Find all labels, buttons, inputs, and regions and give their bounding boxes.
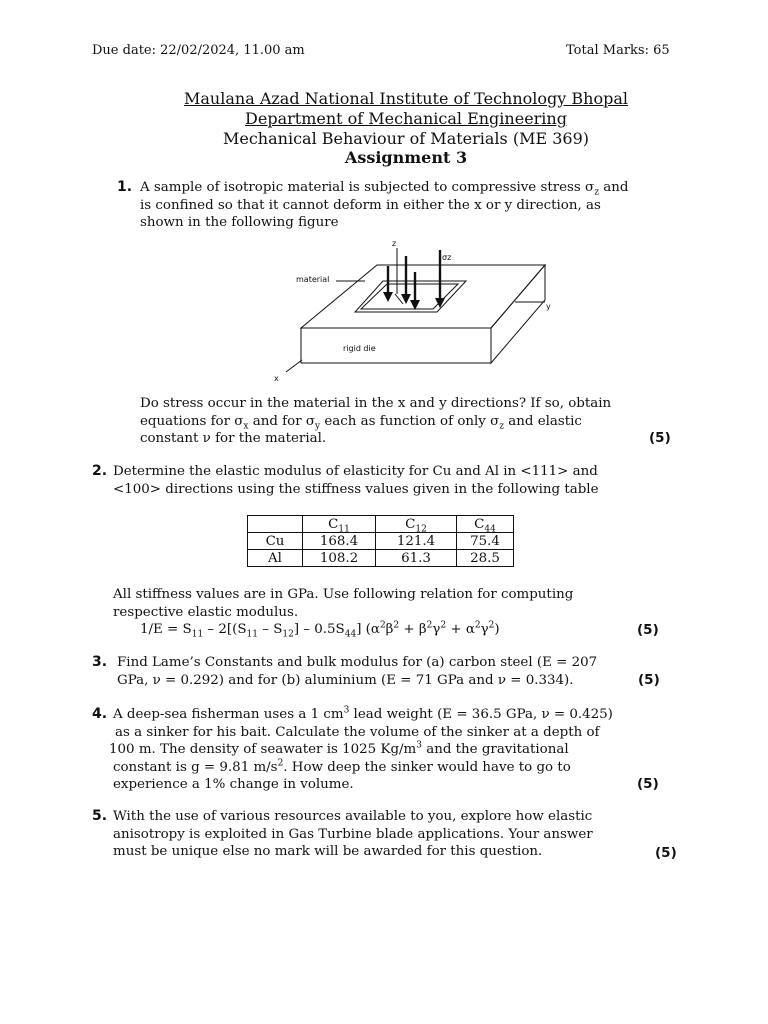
- table-cell: 121.4: [376, 533, 457, 550]
- cavity-outer: [355, 281, 466, 312]
- rigid-die-figure: [270, 236, 560, 386]
- stress-arrow-1: [383, 292, 393, 302]
- q4-text: A deep-sea fisherman uses a 1 $cm^3$ lead weight (E = 36.5 GPa, ν = 0.425) as a sinker for his bait. Calculate the volume of the sinker at a depth of 100 m. The density of seawater is 1025 $Kg/m^3$ and the gravitational constant is g = 9.81 $m/s^2$. How deep the sinker would have to go to experience a 1% change in volume.: [109, 705, 613, 792]
- table-row: [248, 533, 514, 550]
- q2-number: 2.: [92, 463, 108, 479]
- stiffness-table: [247, 515, 514, 567]
- table-row: [248, 550, 514, 567]
- institute-title: Maulana Azad National Institute of Technology Bhopal: [184, 89, 628, 108]
- q2-note: All stiffness values are in GPa. Use following relation for computing respective elastic modulus.: [113, 587, 574, 620]
- die-top-face: [301, 265, 545, 328]
- q4-marks: (5): [637, 776, 659, 792]
- table-header-c12: $C_{12}$: [376, 516, 457, 533]
- table-header-c11: $C_{11}$: [303, 516, 376, 533]
- table-header-row: [248, 516, 514, 533]
- q2-formula: $1/E = S_{11} - 2[(S_{11} - S_{12}] - 0.5S_{44}]$ $(\alpha^2\beta^2 + \beta^2\gamma^2 + \alpha^2\gamma^2)$: [140, 620, 500, 640]
- label-sigma-z: σz: [442, 253, 452, 262]
- q3-number: 3.: [92, 654, 108, 670]
- table-header-blank: [248, 516, 303, 533]
- table-cell: 61.3: [376, 550, 457, 567]
- label-material: material: [296, 275, 330, 284]
- label-rigid-die: rigid die: [343, 344, 376, 353]
- table-cell: 28.5: [457, 550, 514, 567]
- table-cell: 108.2: [303, 550, 376, 567]
- stress-arrow-2: [401, 294, 411, 304]
- course-title: Mechanical Behaviour of Materials (ME 369): [222, 129, 590, 148]
- q5-number: 5.: [92, 808, 108, 824]
- x-axis: [286, 360, 302, 372]
- table-header-c44: $C_{44}$: [457, 516, 514, 533]
- q1-marks: (5): [649, 430, 671, 446]
- q2-text: Determine the elastic modulus of elasticity for Cu and Al in <111> and <100> directions using the stiffness values given in the following table: [113, 464, 599, 497]
- q1-number: 1.: [117, 179, 133, 195]
- stress-arrow-4: [435, 298, 445, 308]
- q4-number: 4.: [92, 706, 108, 722]
- q3-marks: (5): [638, 672, 660, 688]
- q5-text: With the use of various resources available to you, explore how elastic anisotropy is exploited in Gas Turbine blade applications. Your answer must be unique else no mark will be awarded for this question.: [113, 809, 593, 859]
- department-title: Department of Mechanical Engineering: [245, 109, 567, 128]
- assignment-title: Assignment 3: [344, 148, 468, 167]
- table-cell: 168.4: [303, 533, 376, 550]
- table-cell: Cu: [248, 533, 303, 550]
- label-z: z: [392, 239, 397, 248]
- die-front-face: [301, 328, 491, 363]
- q1-followup: Do stress occur in the material in the x and y directions? If so, obtain equations for $\sigma_x$ and for $\sigma_y$ each as function of only $\sigma_z$ and elastic constant ν for the material.: [140, 396, 612, 446]
- table-cell: 75.4: [457, 533, 514, 550]
- q5-marks: (5): [655, 845, 677, 861]
- total-marks: Total Marks: 65: [566, 43, 670, 58]
- label-x: x: [274, 374, 279, 383]
- q3-text: Find Lame’s Constants and bulk modulus for (a) carbon steel (E = 207 GPa, ν = 0.292) and for (b) aluminium (E = 71 GPa and ν = 0.334).: [117, 655, 598, 688]
- label-y: y: [546, 302, 551, 311]
- due-date: Due date: 22/02/2024, 11.00 am: [92, 43, 305, 58]
- table-cell: Al: [248, 550, 303, 567]
- die-right-face: [491, 265, 545, 363]
- q1-text: A sample of isotropic material is subjected to compressive stress $\sigma_z$ and is confined so that it cannot deform in either the x or y direction, as shown in the following figure: [140, 180, 629, 230]
- q2-marks: (5): [637, 622, 659, 638]
